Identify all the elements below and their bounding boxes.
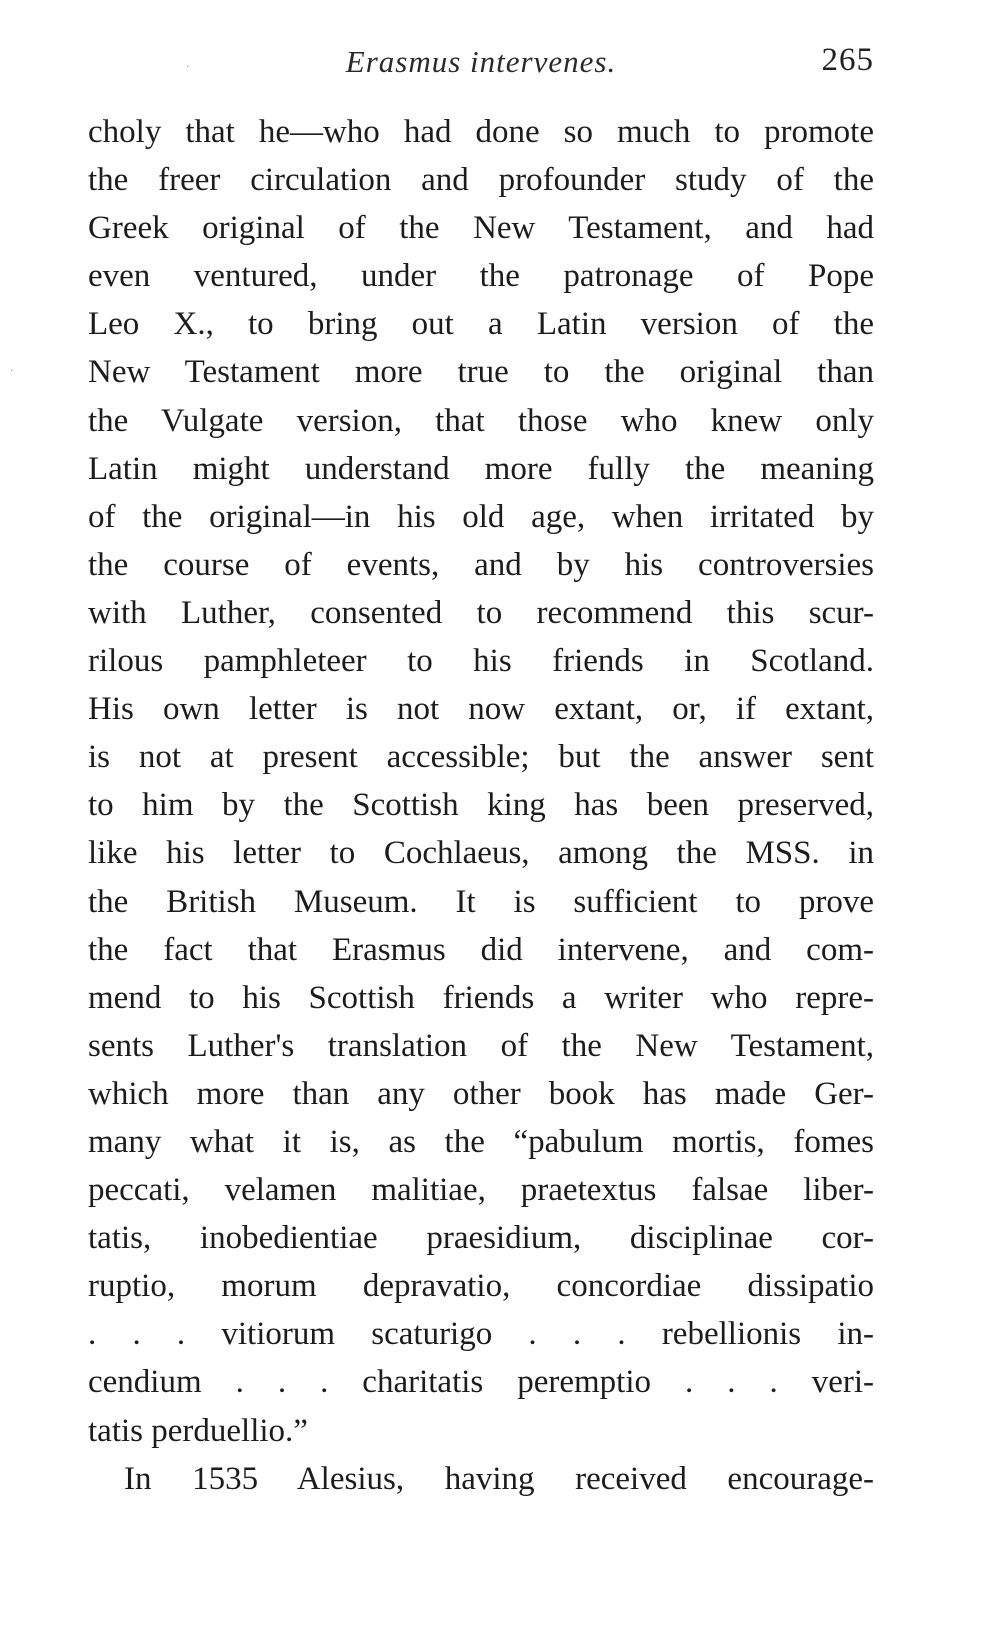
text-line: choly that he—who had done so much to promote — [88, 114, 874, 150]
text-line: mend to his Scottish friends a writer who repre- — [88, 979, 874, 1016]
text-line: tatis, inobedientiae praesidium, disciplinae cor- — [88, 1220, 874, 1257]
text-line: even ventured, under the patronage of Pope — [88, 258, 874, 295]
margin-dot: · — [10, 366, 14, 377]
body-text — [88, 108, 874, 1503]
text-line: to him by the Scottish king has been preserved, — [88, 787, 874, 824]
text-line: . . . vitiorum scaturigo . . . rebellionis in- — [88, 1316, 874, 1353]
text-line: cendium . . . charitatis peremptio . . . veri- — [88, 1364, 874, 1401]
text-line: Leo X., to bring out a Latin version of the — [88, 306, 874, 343]
text-line: which more than any other book has made Ger- — [88, 1075, 874, 1112]
text-line: is not at present accessible; but the answer sent — [88, 739, 874, 776]
text-line: the freer circulation and profounder study of the — [88, 162, 874, 199]
text-line: His own letter is not now extant, or, if extant, — [88, 691, 874, 728]
text-line: the British Museum. It is sufficient to prove — [88, 883, 874, 920]
text-line: of the original—in his old age, when irritated by — [88, 498, 874, 535]
text-line: Greek original of the New Testament, and had — [88, 210, 874, 247]
running-title: Erasmus intervenes. — [345, 44, 617, 79]
text-line: with Luther, consented to recommend this scur- — [88, 594, 874, 631]
text-line: ruptio, morum depravatio, concordiae dissipatio — [88, 1268, 874, 1305]
paragraph-end-line: tatis perduellio.” — [88, 1412, 308, 1449]
text-line: the Vulgate version, that those who knew only — [88, 402, 874, 439]
text-line: many what it is, as the “pabulum mortis, fomes — [88, 1123, 874, 1160]
text-line: peccati, velamen malitiae, praetextus falsae liber- — [88, 1172, 874, 1209]
text-line: sents Luther's translation of the New Testament, — [88, 1027, 874, 1064]
page-number: 265 — [821, 42, 874, 78]
paragraph-start-line: In 1535 Alesius, having received encourage- — [124, 1460, 874, 1497]
running-head — [88, 40, 874, 90]
text-line: like his letter to Cochlaeus, among the MSS. in — [88, 835, 874, 872]
margin-dot: · — [186, 62, 190, 73]
text-line: New Testament more true to the original than — [88, 354, 874, 391]
text-line: Latin might understand more fully the meaning — [88, 450, 874, 487]
text-line: the fact that Erasmus did intervene, and com- — [88, 931, 874, 968]
text-line: the course of events, and by his controversies — [88, 546, 874, 583]
text-line: rilous pamphleteer to his friends in Scotland. — [88, 643, 874, 680]
